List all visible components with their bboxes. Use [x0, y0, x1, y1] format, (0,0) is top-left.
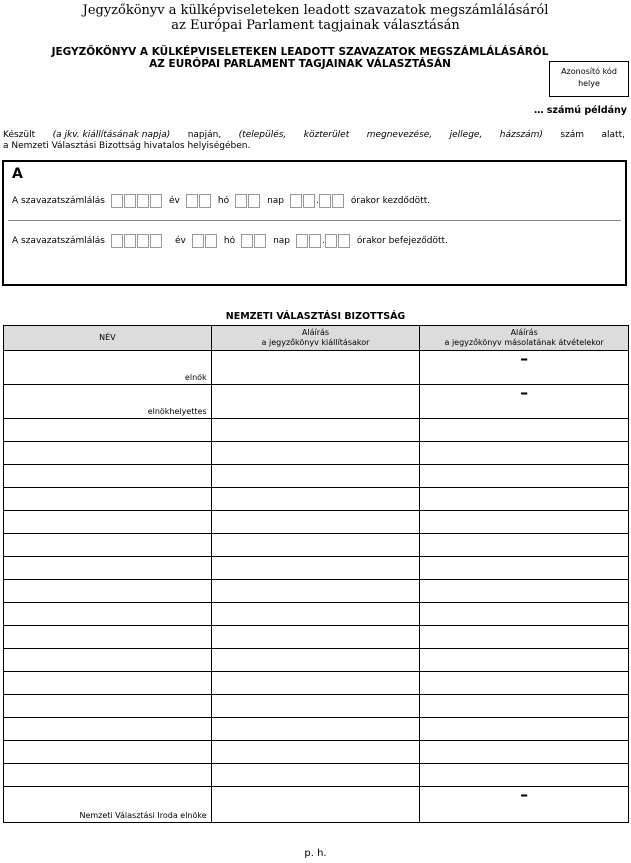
year-digit-field[interactable] — [150, 234, 162, 248]
signature-cell[interactable] — [211, 764, 420, 787]
time-separator: . — [322, 236, 325, 246]
table-row — [4, 465, 629, 488]
dash-mark: – — [420, 385, 629, 419]
year-label: év — [168, 196, 180, 206]
name-cell[interactable] — [4, 603, 212, 626]
year-digit-field[interactable] — [111, 234, 123, 248]
minute-digit-field[interactable] — [332, 194, 344, 208]
day-label: nap — [267, 196, 285, 206]
table-row — [4, 488, 629, 511]
minute-digit-field[interactable] — [338, 234, 350, 248]
day-label: nap — [273, 236, 291, 246]
intro-word: (település, — [238, 130, 287, 140]
table-row — [4, 626, 629, 649]
year-digit-field[interactable] — [124, 194, 136, 208]
copy-number-label: … számú példány — [533, 105, 627, 116]
signature-cell[interactable] — [211, 511, 420, 534]
section-a — [2, 160, 627, 286]
signature-cell[interactable] — [211, 465, 420, 488]
name-cell[interactable] — [4, 580, 212, 603]
minute-digit-field[interactable] — [325, 234, 337, 248]
intro-word: szám — [560, 130, 585, 140]
name-cell-vice-chair: elnökhelyettes — [4, 385, 212, 419]
name-cell-chair: elnök — [4, 351, 212, 385]
dash-mark: – — [420, 787, 629, 823]
month-digit-field[interactable] — [199, 194, 211, 208]
column-header-signature-issue — [211, 326, 420, 351]
table-row — [4, 649, 629, 672]
signature-cell[interactable] — [420, 649, 629, 672]
table-row — [4, 419, 629, 442]
hour-digit-field[interactable] — [303, 194, 315, 208]
table-row — [4, 442, 629, 465]
count-end-line — [12, 234, 448, 248]
signature-cell[interactable] — [420, 626, 629, 649]
signature-cell[interactable] — [420, 580, 629, 603]
name-cell[interactable] — [4, 626, 212, 649]
table-row — [4, 511, 629, 534]
intro-word: megnevezése, — [366, 130, 433, 140]
identifier-box-label-line1: Azonosító kód — [561, 67, 617, 76]
identifier-code-box — [549, 61, 629, 97]
signature-cell[interactable] — [420, 741, 629, 764]
intro-word: Készült — [3, 130, 36, 140]
month-digit-field[interactable] — [205, 234, 217, 248]
table-header-row — [4, 326, 629, 351]
table-row — [4, 672, 629, 695]
day-digit-field[interactable] — [254, 234, 266, 248]
signature-cell[interactable] — [420, 695, 629, 718]
table-row — [4, 741, 629, 764]
name-cell[interactable] — [4, 419, 212, 442]
table-row — [4, 534, 629, 557]
stamp-place-label: p. h. — [304, 848, 327, 859]
year-digit-field[interactable] — [137, 234, 149, 248]
hour-digit-field[interactable] — [290, 194, 302, 208]
start-prefix: A szavazatszámlálás — [12, 196, 105, 206]
signature-cell[interactable] — [211, 419, 420, 442]
signature-cell[interactable] — [211, 695, 420, 718]
intro-word: (a jkv. kiállításának napja) — [52, 130, 171, 140]
name-cell[interactable] — [4, 764, 212, 787]
table-row — [4, 764, 629, 787]
signature-cell[interactable] — [420, 718, 629, 741]
day-digit-field[interactable] — [241, 234, 253, 248]
name-cell[interactable] — [4, 442, 212, 465]
intro-word: házszám) — [499, 130, 543, 140]
signature-cell[interactable] — [211, 603, 420, 626]
time-separator: . — [316, 196, 319, 206]
signature-cell[interactable] — [420, 764, 629, 787]
signature-cell[interactable] — [211, 557, 420, 580]
name-cell[interactable] — [4, 741, 212, 764]
table-row — [4, 603, 629, 626]
table-row — [4, 557, 629, 580]
intro-line1 — [3, 130, 625, 141]
column-header-line: Aláírás — [301, 328, 330, 337]
name-cell[interactable] — [4, 718, 212, 741]
intro-word: közterület — [303, 130, 350, 140]
signature-cell[interactable] — [211, 649, 420, 672]
name-cell-office-head: Nemzeti Választási Iroda elnöke — [4, 787, 212, 823]
identifier-box-label-line2: helye — [578, 79, 600, 88]
month-digit-field[interactable] — [186, 194, 198, 208]
intro-paragraph — [3, 130, 625, 152]
column-header-line: a jegyzőkönyv kiállításakor — [261, 338, 370, 347]
month-label: hó — [217, 196, 230, 206]
month-digit-field[interactable] — [192, 234, 204, 248]
intro-word: jellege, — [449, 130, 483, 140]
table-row — [4, 718, 629, 741]
table-row — [4, 385, 629, 419]
signature-cell[interactable] — [211, 488, 420, 511]
signature-cell[interactable] — [420, 465, 629, 488]
signature-cell[interactable] — [211, 672, 420, 695]
column-header-signature-receipt — [420, 326, 629, 351]
section-a-letter: A — [12, 166, 23, 182]
minute-digit-field[interactable] — [319, 194, 331, 208]
intro-line2: a Nemzeti Választási Bizottság hivatalos helyiségében. — [3, 141, 251, 151]
committee-signature-table — [3, 325, 629, 823]
column-header-line: a jegyzőkönyv másolatának átvételekor — [444, 338, 604, 347]
signature-cell[interactable] — [211, 787, 420, 823]
month-label: hó — [223, 236, 236, 246]
name-cell[interactable] — [4, 534, 212, 557]
year-label: év — [174, 236, 186, 246]
dash-mark: – — [420, 351, 629, 385]
signature-cell[interactable] — [420, 511, 629, 534]
column-header-line: Aláírás — [510, 328, 538, 337]
table-row — [4, 351, 629, 385]
name-cell[interactable] — [4, 672, 212, 695]
year-digit-field[interactable] — [150, 194, 162, 208]
end-prefix: A szavazatszámlálás — [12, 236, 105, 246]
signature-cell[interactable] — [211, 741, 420, 764]
name-cell[interactable] — [4, 465, 212, 488]
table-row — [4, 580, 629, 603]
signature-cell[interactable] — [211, 385, 420, 419]
section-a-divider — [8, 220, 621, 221]
signature-cell[interactable] — [211, 351, 420, 385]
intro-word: napján, — [187, 130, 222, 140]
table-row — [4, 695, 629, 718]
hour-digit-field[interactable] — [309, 234, 321, 248]
name-cell[interactable] — [4, 488, 212, 511]
start-suffix: órakor kezdődött. — [350, 196, 431, 206]
count-start-line — [12, 194, 430, 208]
signature-cell[interactable] — [211, 580, 420, 603]
intro-word: alatt, — [601, 130, 625, 140]
day-digit-field[interactable] — [235, 194, 247, 208]
column-header-name: NÉV — [4, 326, 212, 351]
signature-cell[interactable] — [420, 557, 629, 580]
end-suffix: órakor befejeződött. — [356, 236, 448, 246]
year-digit-field[interactable] — [111, 194, 123, 208]
committee-title: NEMZETI VÁLASZTÁSI BIZOTTSÁG — [225, 311, 406, 322]
signature-cell[interactable] — [420, 603, 629, 626]
day-digit-field[interactable] — [248, 194, 260, 208]
main-title-line2: AZ EURÓPAI PARLAMENT TAGJAINAK VÁLASZTÁSÁN — [149, 58, 451, 70]
name-cell[interactable] — [4, 695, 212, 718]
name-cell[interactable] — [4, 649, 212, 672]
document-title-line1: Jegyzőkönyv a külképviseleteken leadott szavazatok megszámlálásáról — [82, 3, 549, 18]
signature-cell[interactable] — [420, 419, 629, 442]
signature-cell[interactable] — [211, 626, 420, 649]
signature-cell[interactable] — [420, 488, 629, 511]
year-digit-field[interactable] — [137, 194, 149, 208]
year-digit-field[interactable] — [124, 234, 136, 248]
table-row — [4, 787, 629, 823]
name-cell[interactable] — [4, 557, 212, 580]
signature-cell[interactable] — [420, 442, 629, 465]
main-title-line1: JEGYZŐKÖNYV A KÜLKÉPVISELETEKEN LEADOTT SZAVAZATOK MEGSZÁMLÁLÁSÁRÓL — [51, 46, 549, 58]
document-title-line2: az Európai Parlament tagjainak választásán — [171, 18, 460, 33]
signature-cell[interactable] — [420, 534, 629, 557]
signature-cell[interactable] — [420, 672, 629, 695]
hour-digit-field[interactable] — [296, 234, 308, 248]
signature-cell[interactable] — [211, 442, 420, 465]
name-cell[interactable] — [4, 511, 212, 534]
signature-cell[interactable] — [211, 534, 420, 557]
signature-cell[interactable] — [211, 718, 420, 741]
